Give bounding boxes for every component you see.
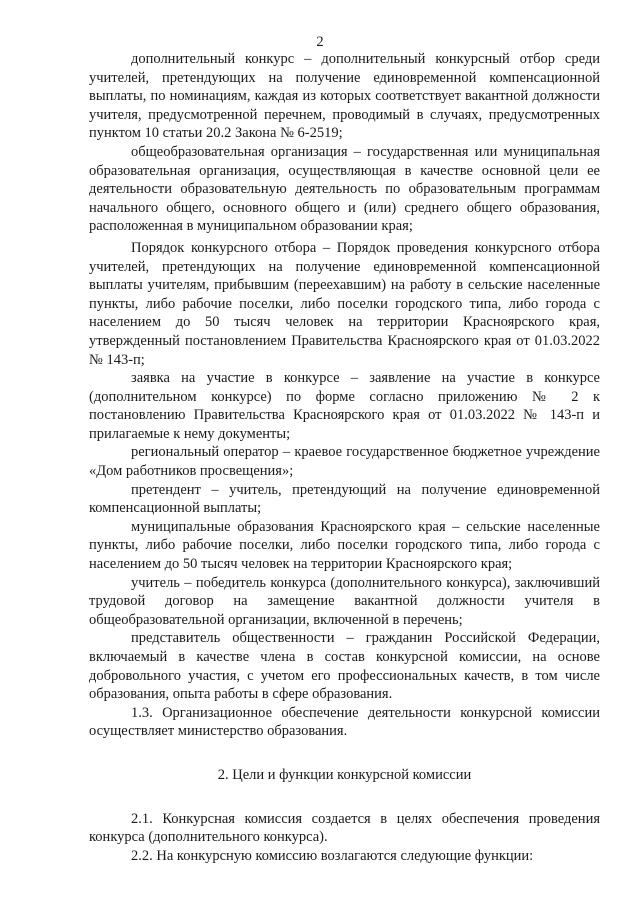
document-body xyxy=(89,50,600,865)
clause-2-1: 2.1. Конкурсная комиссия создается в целях обеспечения проведения конкурса (дополнительного конкурса). xyxy=(89,810,600,846)
definition-winning-teacher: учитель – победитель конкурса (дополнительного конкурса), заключивший трудовой договор на замещение вакантной должности учителя в общеобразовательной организации, включенной в перечень; xyxy=(89,574,600,628)
definition-general-education-organization: общеобразовательная организация – государственная или муниципальная образовательная организация, осуществляющая в качестве основной цели ее деятельности образовательную деятельность по образовательным программам начального общего, основного общего и (или) среднего общего образования, расположенная в муниципальном образовании края; xyxy=(89,143,600,235)
definition-contest-application: заявка на участие в конкурсе – заявление на участие в конкурсе (дополнительном конкурсе) по форме согласно приложению № 2 к постановлению Правительства Красноярского края от 01.03.2022 № 143-п и прилагаемые к нему документы; xyxy=(89,370,600,442)
clause-2-2: 2.2. На конкурсную комиссию возлагаются следующие функции: xyxy=(131,847,534,864)
definition-selection-procedure: Порядок конкурсного отбора – Порядок проведения конкурсного отбора учителей, претендующих на получение единовременной компенсационной выплаты учителям, прибывшим (переехавшим) на работу в сельские населенные пункты, либо рабочие поселки, либо поселки городского типа, либо города с населением до 50 тысяч человек на территории Красноярского края, утвержденный постановлением Правительства Красноярского края от 01.03.2022 № 143-п; xyxy=(89,239,600,368)
page-number: 2 xyxy=(316,34,324,50)
definition-additional-contest: дополнительный конкурс – дополнительный конкурсный отбор среди учителей, претендующих на получение единовременной компенсационной выплаты, по номинациям, каждая из которых соответствует вакантной должности учителя, предусмотренной перечнем, проводимый в случаях, предусмотренных пунктом 10 статьи 20.2 Закона № 6-2519; xyxy=(89,51,600,142)
definition-applicant: претендент – учитель, претендующий на получение единовременной компенсационной выплаты; xyxy=(89,481,600,517)
definition-municipalities: муниципальные образования Красноярского края – сельские населенные пункты, либо рабочие поселки, либо поселки городского типа, либо города с населением до 50 тысяч человек на территории Красноярского края; xyxy=(89,518,600,573)
clause-1-3: 1.3. Организационное обеспечение деятельности конкурсной комиссии осуществляет министерство образования. xyxy=(89,704,600,740)
section-heading: 2. Цели и функции конкурсной комиссии xyxy=(217,766,472,783)
definition-public-representative: представитель общественности – гражданин Российской Федерации, включаемый в качестве члена в состав конкурсной комиссии, на основе добровольного участия, с учетом его профессиональных качеств, в том числе образования, опыта работы в сфере образования. xyxy=(89,630,600,703)
definition-regional-operator: региональный оператор – краевое государственное бюджетное учреждение «Дом работников просвещения»; xyxy=(89,444,600,480)
